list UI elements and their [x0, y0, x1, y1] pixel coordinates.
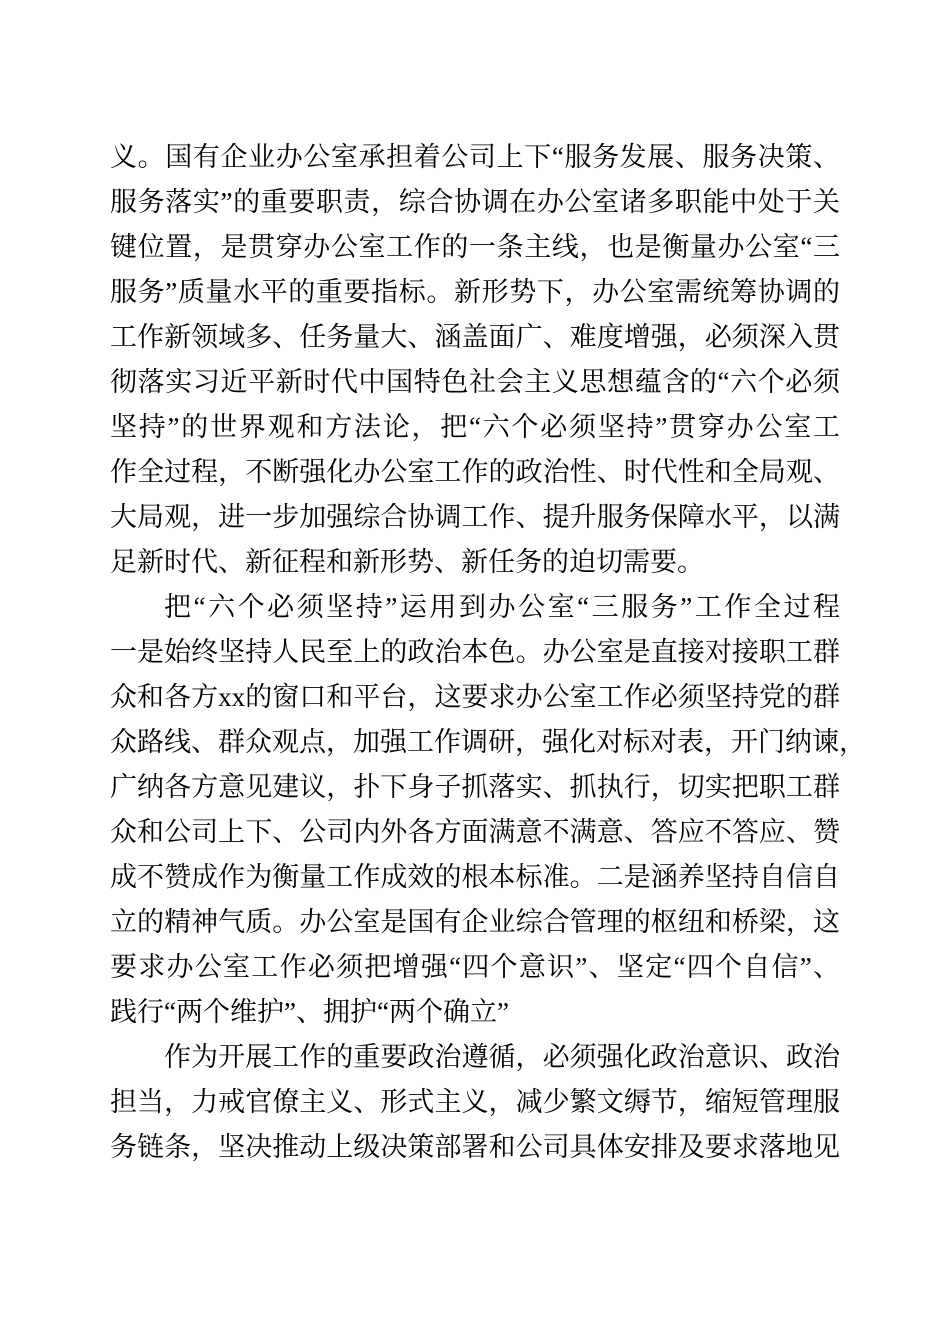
text-line: 务链条，坚决推动上级决策部署和公司具体安排及要求落地见: [110, 1132, 840, 1162]
text-line: 键位置，是贯穿办公室工作的一条主线，也是衡量办公室“三: [110, 232, 840, 262]
text-line: 众路线、群众观点，加强工作调研，强化对标对表，开门纳谏，: [110, 727, 866, 757]
text-line: 践行“两个维护”、拥护“两个确立”: [110, 997, 509, 1027]
document-text-block: [110, 135, 866, 1170]
text-line: 把“六个必须坚持”运用到办公室“三服务”工作全过程: [164, 592, 840, 622]
text-line: 坚持”的世界观和方法论，把“六个必须坚持”贯穿办公室工: [110, 412, 840, 442]
text-line: 广纳各方意见建议，扑下身子抓落实、抓执行，切实把职工群: [110, 772, 840, 802]
text-line: 作全过程，不断强化办公室工作的政治性、时代性和全局观、: [110, 457, 840, 487]
text-line: 工作新领域多、任务量大、涵盖面广、难度增强，必须深入贯: [110, 322, 840, 352]
text-line: 大局观，进一步加强综合协调工作、提升服务保障水平，以满: [110, 502, 840, 532]
text-line: 服务落实”的重要职责，综合协调在办公室诸多职能中处于关: [110, 187, 840, 217]
text-line: 立的精神气质。办公室是国有企业综合管理的枢纽和桥梁，这: [110, 907, 840, 937]
text-line: 作为开展工作的重要政治遵循，必须强化政治意识、政治: [164, 1042, 840, 1072]
paragraph-six-musts: [110, 585, 866, 1035]
text-line: 一是始终坚持人民至上的政治本色。办公室是直接对接职工群: [110, 637, 840, 667]
paragraph-political-compliance: [110, 1035, 840, 1170]
text-line: 足新时代、新征程和新形势、新任务的迫切需要。: [110, 547, 704, 577]
text-line: 众和各方xx的窗口和平台，这要求办公室工作必须坚持党的群: [110, 682, 840, 712]
text-line: 服务”质量水平的重要指标。新形势下，办公室需统筹协调的: [110, 277, 840, 307]
text-line: 义。国有企业办公室承担着公司上下“服务发展、服务决策、: [110, 142, 840, 172]
text-line: 担当，力戒官僚主义、形式主义，减少繁文缛节，缩短管理服: [110, 1087, 840, 1117]
text-line: 众和公司上下、公司内外各方面满意不满意、答应不答应、赞: [110, 817, 840, 847]
text-line: 要求办公室工作必须把增强“四个意识”、坚定“四个自信”、: [110, 952, 840, 982]
text-line: 彻落实习近平新时代中国特色社会主义思想蕴含的“六个必须: [110, 367, 840, 397]
paragraph-continuation: [110, 135, 840, 585]
text-line: 成不赞成作为衡量工作成效的根本标准。二是涵养坚持自信自: [110, 862, 840, 892]
